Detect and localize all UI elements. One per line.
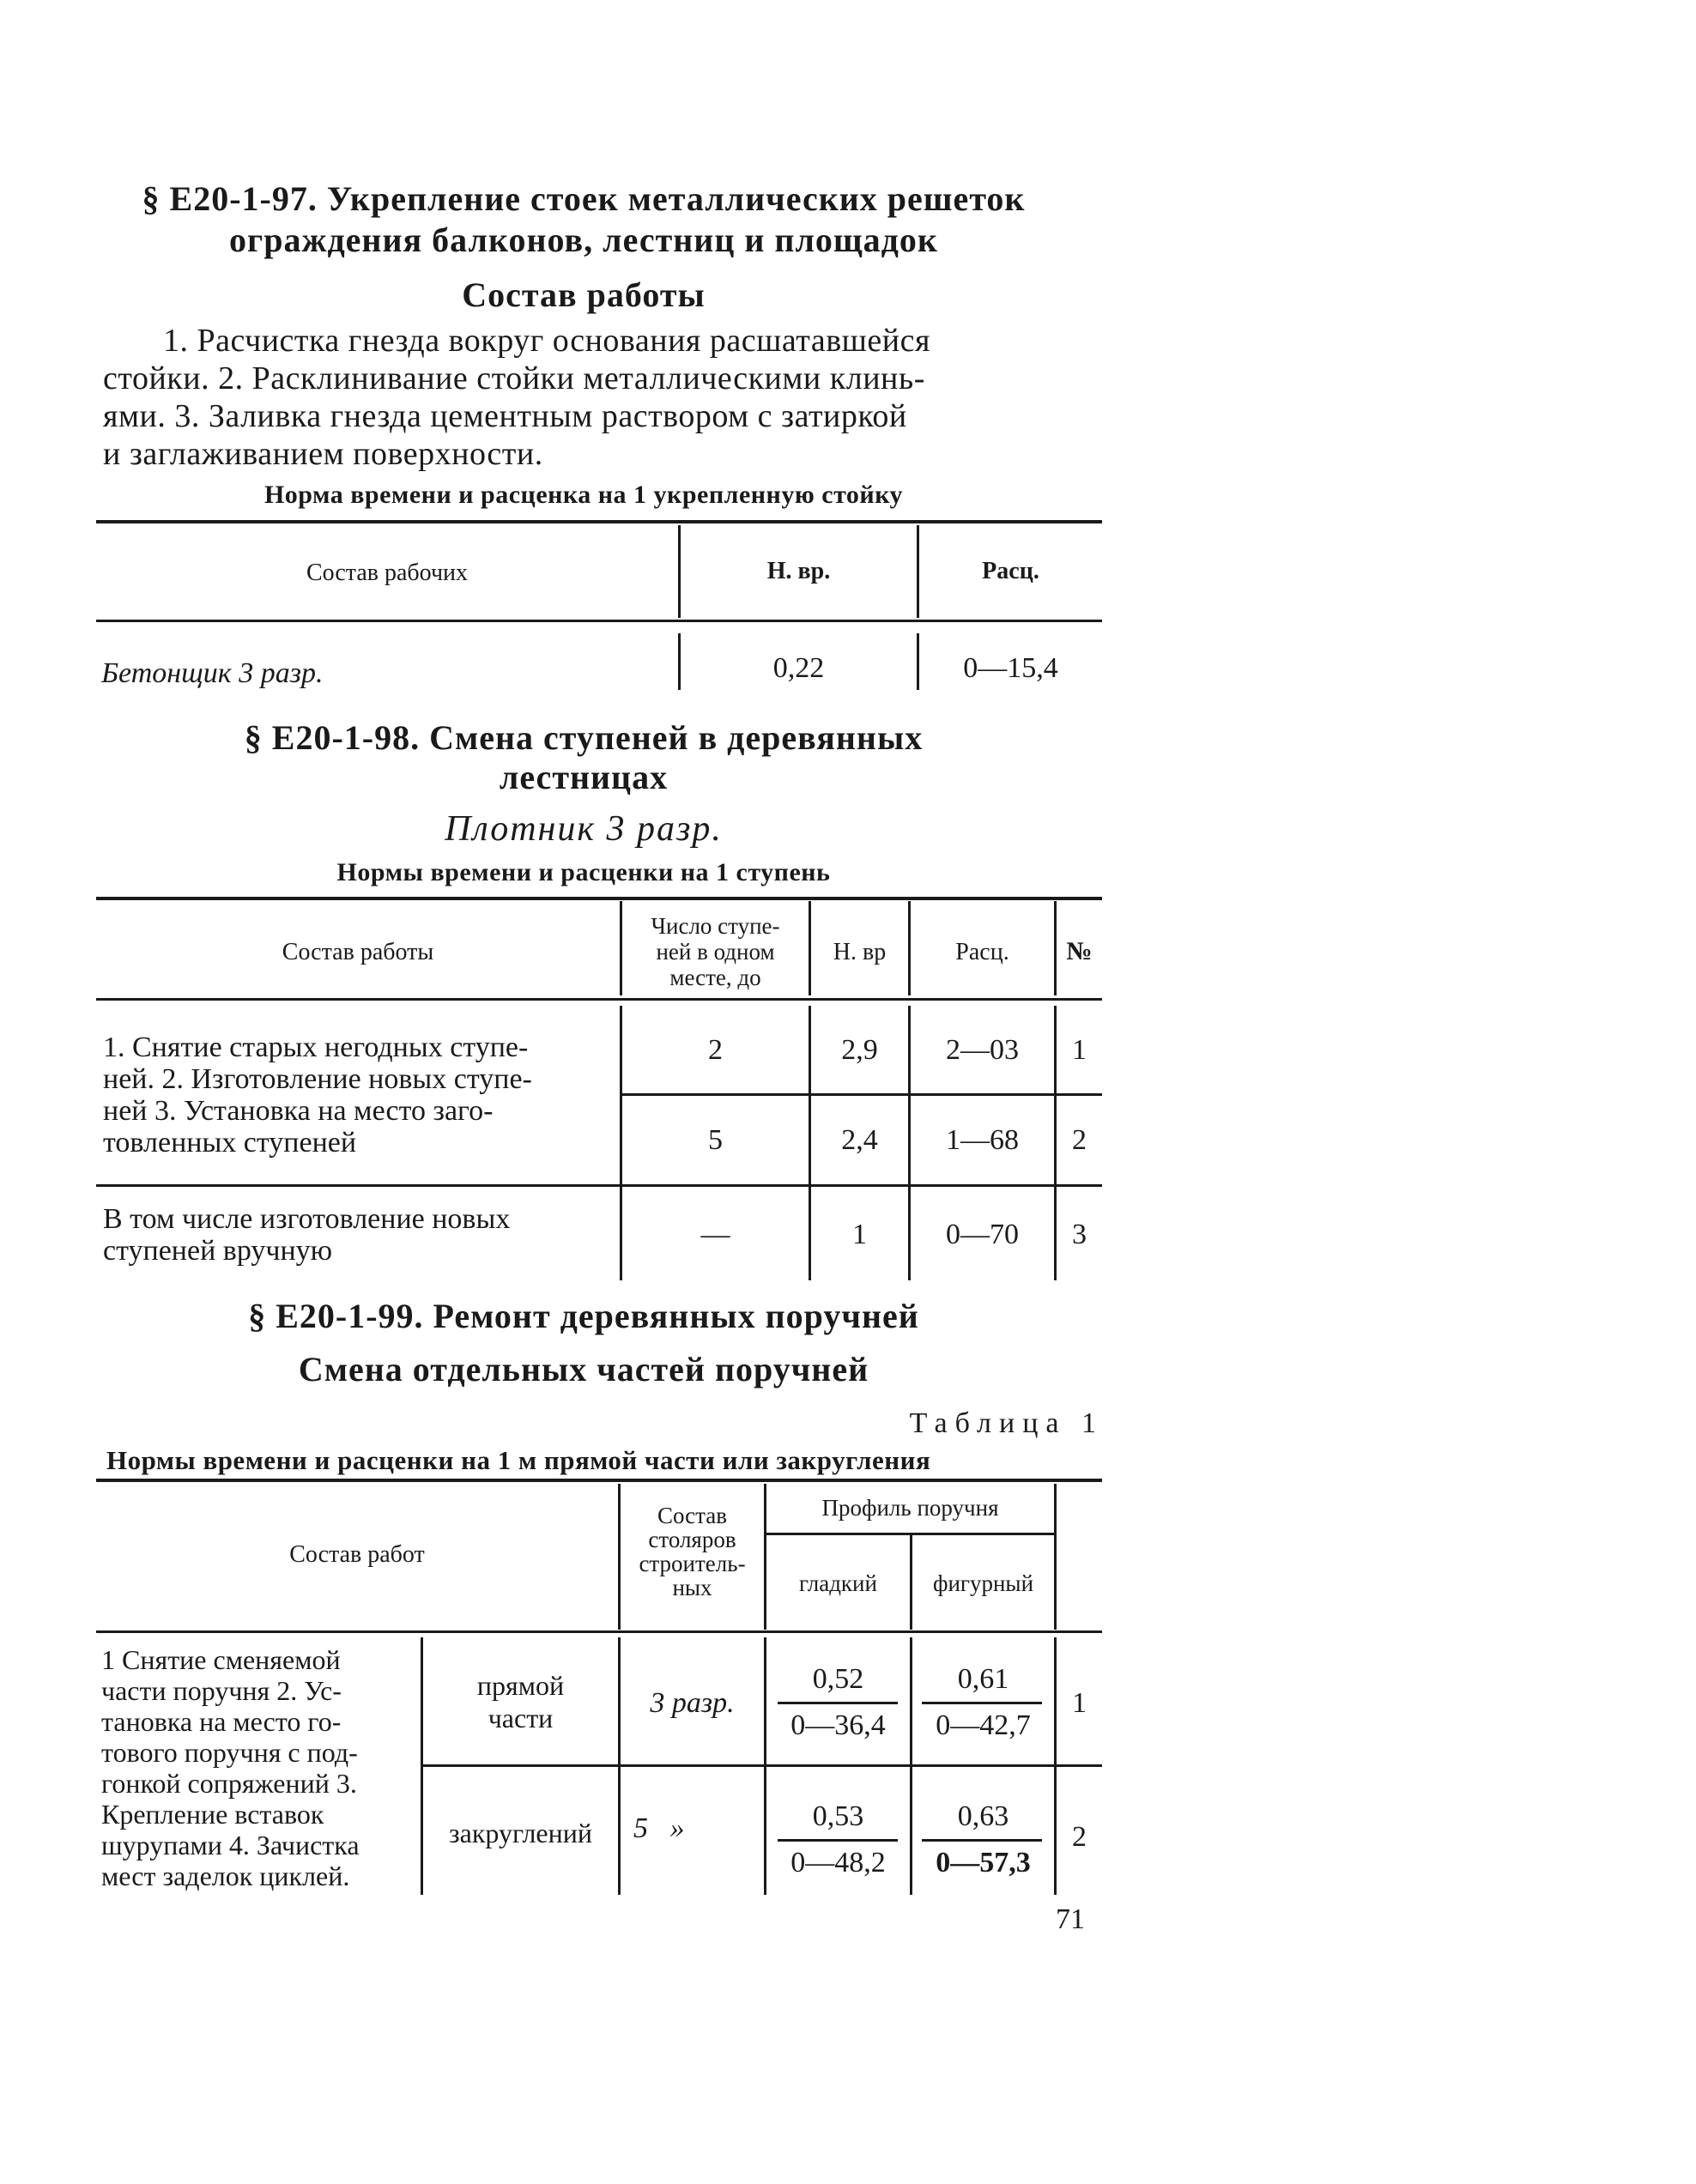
column-header-rate: Расц. <box>982 558 1039 584</box>
row-description-replace-steps <box>103 1032 532 1159</box>
header-line: ней в одном <box>656 939 775 965</box>
column-header-smooth: гладкий <box>799 1570 877 1596</box>
table-rule <box>620 1093 1102 1096</box>
cell-worker: Бетонщик 3 разр. <box>101 657 324 689</box>
header-line: столяров <box>648 1527 736 1552</box>
description-line: ней 3. Установка на место заго- <box>103 1095 494 1127</box>
description-line: гонкой сопряжений 3. <box>101 1768 357 1799</box>
header-line: ных <box>672 1575 712 1600</box>
description-line: тановка на место го- <box>101 1706 342 1737</box>
description-line: тового поручня с под- <box>101 1737 358 1768</box>
section-97-title-line1: § Е20-1-97. Укрепление стоек металлических решеток <box>142 179 1026 218</box>
description-line: Крепление вставок <box>101 1799 324 1830</box>
fraction-line <box>922 1839 1042 1842</box>
table-rule <box>96 897 1102 900</box>
section-97-paragraph-line2: стойки. 2. Расклинивание стойки металлическими клинь- <box>103 360 925 396</box>
column-header-profile: Профиль поручня <box>821 1495 999 1521</box>
part-line: части <box>488 1703 554 1733</box>
description-line: товленных ступеней <box>103 1127 357 1159</box>
section-98-table-caption: Нормы времени и расценки на 1 ступень <box>336 858 831 886</box>
column-header-work: Состав работы <box>282 939 434 965</box>
section-98-title-line1: § Е20-1-98. Смена ступеней в деревянных <box>244 718 924 757</box>
section-98-worker: Плотник 3 разр. <box>445 809 723 849</box>
cell-smooth-rate: 0—36,4 <box>790 1709 886 1741</box>
cell-part: закруглений <box>448 1818 592 1848</box>
cell-number: 1 <box>1072 1034 1087 1066</box>
section-99-table-caption: Нормы времени и расценки на 1 м прямой части или закругления <box>106 1445 931 1475</box>
description-line: 1. Снятие старых негодных ступе- <box>103 1032 529 1063</box>
header-line: строитель- <box>639 1551 746 1576</box>
cell-rate: 2—03 <box>946 1034 1019 1066</box>
section-97-paragraph-line1: 1. Расчистка гнезда вокруг основания расшатавшейся <box>163 323 930 359</box>
cell-figured-rate: 0—42,7 <box>936 1709 1031 1741</box>
column-header-time-norm: Н. вр <box>833 939 887 965</box>
section-97-title-line2: ограждения балконов, лестниц и площадок <box>229 221 938 259</box>
section-99-title: § Е20-1-99. Ремонт деревянных поручней <box>248 1297 919 1335</box>
fraction-line <box>778 1839 898 1842</box>
column-header-work: Состав работ <box>289 1541 425 1568</box>
cell-time-norm: 0,22 <box>772 652 825 684</box>
column-header-crew <box>621 1503 764 1600</box>
table-rule <box>96 1479 1102 1482</box>
description-line: ней. 2. Изготовление новых ступе- <box>103 1063 532 1095</box>
cell-time-norm: 1 <box>852 1219 867 1250</box>
part-line: прямой <box>476 1670 565 1701</box>
header-line: месте, до <box>669 965 761 990</box>
table-rule <box>764 1533 1054 1535</box>
section-98-title-line2: лестницах <box>499 758 669 796</box>
header-line: Состав <box>657 1503 728 1528</box>
cell-smooth-rate: 0—48,2 <box>790 1847 886 1878</box>
column-header-rate: Расц. <box>955 939 1009 965</box>
cell-crew: 3 разр. <box>650 1687 735 1719</box>
fraction-line <box>922 1702 1042 1704</box>
table-rule <box>1054 1484 1057 1630</box>
description-line: ступеней вручную <box>103 1235 333 1267</box>
table-rule <box>96 1184 1102 1187</box>
cell-number: 2 <box>1072 1821 1087 1853</box>
description-line: шурупами 4. Зачистка <box>101 1830 360 1860</box>
cell-steps: 5 <box>708 1124 723 1156</box>
column-header-figured: фигурный <box>932 1570 1034 1596</box>
section-99-subtitle: Смена отдельных частей поручней <box>298 1350 869 1388</box>
row-description-handrail <box>101 1644 360 1891</box>
cell-steps: — <box>700 1219 730 1250</box>
cell-number: 1 <box>1072 1687 1087 1719</box>
cell-steps: 2 <box>708 1034 723 1066</box>
cell-smooth-time-norm: 0,52 <box>812 1663 864 1695</box>
cell-rate: 1—68 <box>946 1124 1019 1156</box>
table-rule <box>421 1764 1102 1767</box>
cell-number: 3 <box>1072 1219 1087 1250</box>
fraction-line <box>778 1702 898 1704</box>
table-rule <box>96 620 1102 622</box>
cell-figured-rate: 0—57,3 <box>936 1847 1031 1878</box>
description-line: 1 Снятие сменяемой <box>101 1644 341 1675</box>
section-97-paragraph-line3: ями. 3. Заливка гнезда цементным раствором с затиркой <box>103 398 907 434</box>
section-97-table-caption: Норма времени и расценка на 1 укрепленную стойку <box>263 481 904 509</box>
cell-rate: 0—70 <box>946 1219 1019 1250</box>
column-header-workers: Состав рабочих <box>306 560 469 586</box>
column-header-time-norm: Н. вр. <box>766 558 831 584</box>
table-rule <box>96 520 1102 523</box>
cell-crew: 5 » <box>633 1812 685 1844</box>
description-line: части поручня 2. Ус- <box>101 1675 342 1706</box>
cell-part <box>423 1669 618 1734</box>
row-description-manual-steps <box>103 1203 510 1267</box>
cell-time-norm: 2,9 <box>841 1034 878 1066</box>
table-rule <box>96 1630 1102 1633</box>
table-rule <box>96 998 1102 1001</box>
cell-rate: 0—15,4 <box>963 652 1058 684</box>
description-line: мест заделок циклей. <box>101 1860 350 1891</box>
cell-figured-time-norm: 0,61 <box>957 1663 1009 1695</box>
cell-number: 2 <box>1072 1124 1087 1156</box>
description-line: В том числе изготовление новых <box>103 1203 511 1235</box>
column-header-steps <box>622 913 809 990</box>
page-number: 71 <box>1056 1903 1085 1935</box>
header-line: Число ступе- <box>651 913 780 939</box>
cell-smooth-time-norm: 0,53 <box>812 1800 864 1832</box>
cell-figured-time-norm: 0,63 <box>957 1800 1009 1832</box>
section-97-paragraph-line4: и заглаживанием поверхности. <box>103 436 543 472</box>
cell-time-norm: 2,4 <box>841 1124 878 1156</box>
column-header-number: № <box>1066 937 1093 965</box>
section-97-subtitle: Состав работы <box>462 275 706 314</box>
table-number-label: Таблица 1 <box>909 1407 1104 1439</box>
